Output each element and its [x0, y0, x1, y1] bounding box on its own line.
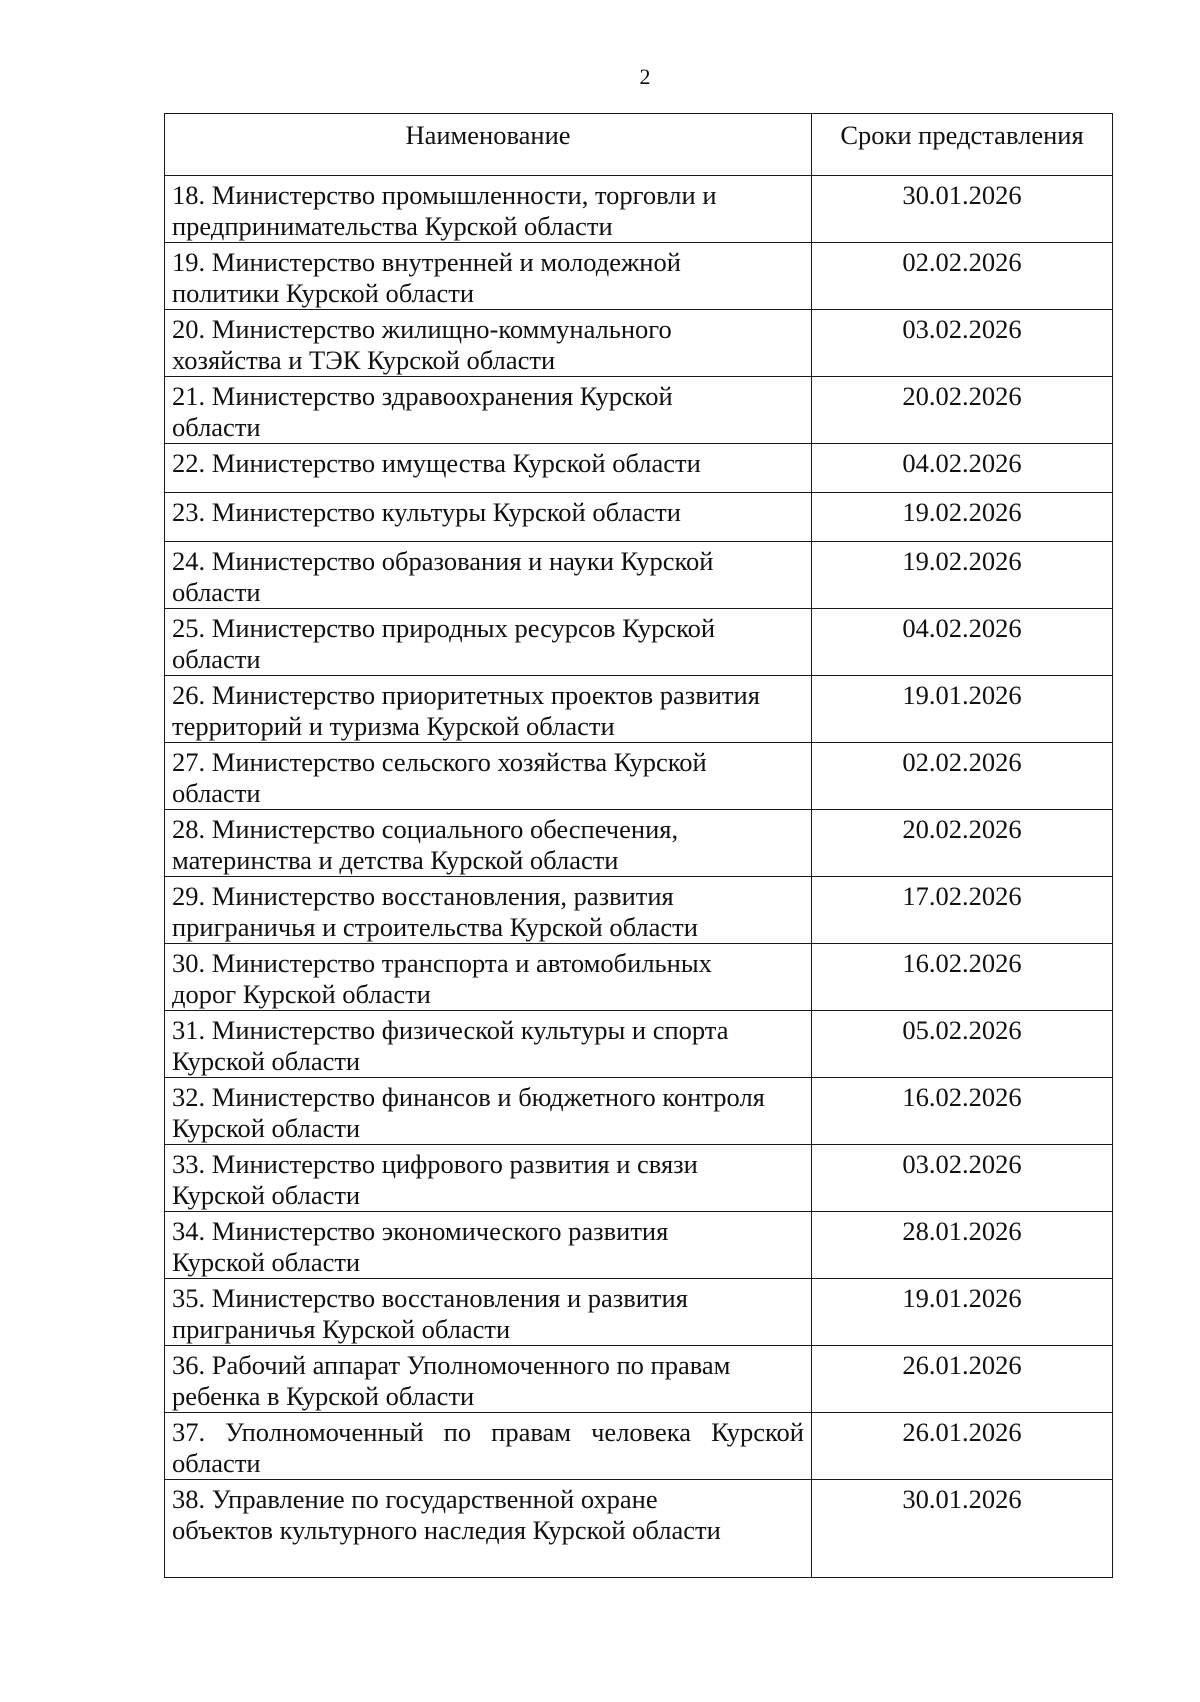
table-row [165, 1145, 1113, 1212]
deadline-date: 05.02.2026 [812, 1011, 1113, 1078]
name-line-2: хозяйства и ТЭК Курской области [172, 345, 556, 375]
organization-name [165, 1413, 812, 1480]
organization-name [165, 1279, 812, 1346]
name-line-1: 22. Министерство имущества Курской области [172, 448, 701, 478]
name-line-2: Курской области [172, 1180, 361, 1210]
deadline-date: 20.02.2026 [812, 377, 1113, 444]
name-line-2: территорий и туризма Курской области [172, 711, 615, 741]
table-row [165, 1279, 1113, 1346]
name-line-2: Курской области [172, 1113, 361, 1143]
organization-name [165, 1346, 812, 1413]
name-line-1: 20. Министерство жилищно-коммунального [172, 314, 672, 344]
organization-name [165, 609, 812, 676]
table-row [165, 810, 1113, 877]
organization-name [165, 743, 812, 810]
name-line-2: Курской области [172, 1046, 361, 1076]
header-name: Наименование [165, 114, 812, 176]
submission-schedule-table [164, 113, 1113, 1578]
name-line-2: области [172, 577, 261, 607]
table-row [165, 176, 1113, 243]
deadline-date: 28.01.2026 [812, 1212, 1113, 1279]
name-line-1: 33. Министерство цифрового развития и связи [172, 1149, 698, 1179]
table-row [165, 1413, 1113, 1480]
table-row [165, 1078, 1113, 1145]
deadline-date: 03.02.2026 [812, 310, 1113, 377]
organization-name [165, 1011, 812, 1078]
name-line-1: 31. Министерство физической культуры и спорта [172, 1015, 729, 1045]
deadline-date: 20.02.2026 [812, 810, 1113, 877]
organization-name [165, 1078, 812, 1145]
deadline-date: 26.01.2026 [812, 1413, 1113, 1480]
name-line-1: 37. Уполномоченный по правам человека Курской [172, 1417, 804, 1447]
organization-name [165, 444, 812, 493]
organization-name [165, 377, 812, 444]
table-row [165, 444, 1113, 493]
table-row [165, 1346, 1113, 1413]
organization-name [165, 1212, 812, 1279]
deadline-date: 16.02.2026 [812, 944, 1113, 1011]
organization-name [165, 1145, 812, 1212]
name-line-1: 18. Министерство промышленности, торговли и [172, 180, 717, 210]
organization-name [165, 542, 812, 609]
organization-name [165, 944, 812, 1011]
name-line-2: области [172, 412, 261, 442]
organization-name [165, 243, 812, 310]
table-header-row [165, 114, 1113, 176]
organization-name [165, 877, 812, 944]
table-row [165, 243, 1113, 310]
deadline-date: 02.02.2026 [812, 243, 1113, 310]
deadline-date: 26.01.2026 [812, 1346, 1113, 1413]
table-row [165, 493, 1113, 542]
table-row [165, 1011, 1113, 1078]
header-deadline: Сроки представления [812, 114, 1113, 176]
name-line-1: 38. Управление по государственной охране [172, 1484, 658, 1514]
table-row [165, 877, 1113, 944]
name-line-1: 23. Министерство культуры Курской области [172, 497, 681, 527]
table-row [165, 743, 1113, 810]
name-line-1: 19. Министерство внутренней и молодежной [172, 247, 681, 277]
name-line-1: 35. Министерство восстановления и развития [172, 1283, 688, 1313]
name-line-2: объектов культурного наследия Курской области [172, 1515, 721, 1545]
name-line-1: 32. Министерство финансов и бюджетного контроля [172, 1082, 765, 1112]
organization-name [165, 176, 812, 243]
deadline-date: 17.02.2026 [812, 877, 1113, 944]
name-line-1: 24. Министерство образования и науки Курской [172, 546, 714, 576]
organization-name [165, 676, 812, 743]
name-line-2: дорог Курской области [172, 979, 431, 1009]
organization-name [165, 493, 812, 542]
name-line-1: 29. Министерство восстановления, развития [172, 881, 674, 911]
table-row [165, 609, 1113, 676]
deadline-date: 19.02.2026 [812, 542, 1113, 609]
deadline-date: 30.01.2026 [812, 176, 1113, 243]
name-line-2: приграничья и строительства Курской области [172, 912, 698, 942]
name-line-1: 34. Министерство экономического развития [172, 1216, 669, 1246]
deadline-date: 30.01.2026 [812, 1480, 1113, 1578]
name-line-1: 36. Рабочий аппарат Уполномоченного по правам [172, 1350, 731, 1380]
table-row [165, 310, 1113, 377]
deadline-date: 04.02.2026 [812, 444, 1113, 493]
name-line-1: 21. Министерство здравоохранения Курской [172, 381, 673, 411]
name-line-2: материнства и детства Курской области [172, 845, 619, 875]
deadline-date: 02.02.2026 [812, 743, 1113, 810]
name-line-1: 26. Министерство приоритетных проектов развития [172, 680, 760, 710]
table-row [165, 377, 1113, 444]
organization-name [165, 310, 812, 377]
table-row [165, 542, 1113, 609]
deadline-date: 19.01.2026 [812, 1279, 1113, 1346]
table-row [165, 676, 1113, 743]
deadline-date: 19.02.2026 [812, 493, 1113, 542]
name-line-2: предпринимательства Курской области [172, 211, 613, 241]
name-line-1: 28. Министерство социального обеспечения, [172, 814, 679, 844]
name-line-1: 30. Министерство транспорта и автомобильных [172, 948, 712, 978]
name-line-2: ребенка в Курской области [172, 1381, 475, 1411]
name-line-2: области [172, 778, 261, 808]
deadline-date: 19.01.2026 [812, 676, 1113, 743]
page-number: 2 [639, 64, 651, 89]
name-line-1: 27. Министерство сельского хозяйства Курской [172, 747, 707, 777]
table-row [165, 944, 1113, 1011]
name-line-2: приграничья Курской области [172, 1314, 511, 1344]
deadline-date: 03.02.2026 [812, 1145, 1113, 1212]
deadline-date: 16.02.2026 [812, 1078, 1113, 1145]
organization-name [165, 810, 812, 877]
table-row [165, 1480, 1113, 1578]
name-line-2: области [172, 644, 261, 674]
organization-name [165, 1480, 812, 1578]
deadline-date: 04.02.2026 [812, 609, 1113, 676]
table-row [165, 1212, 1113, 1279]
name-line-2: Курской области [172, 1247, 361, 1277]
name-line-2: политики Курской области [172, 278, 475, 308]
name-line-1: 25. Министерство природных ресурсов Курской [172, 613, 716, 643]
name-line-2: области [172, 1448, 261, 1478]
